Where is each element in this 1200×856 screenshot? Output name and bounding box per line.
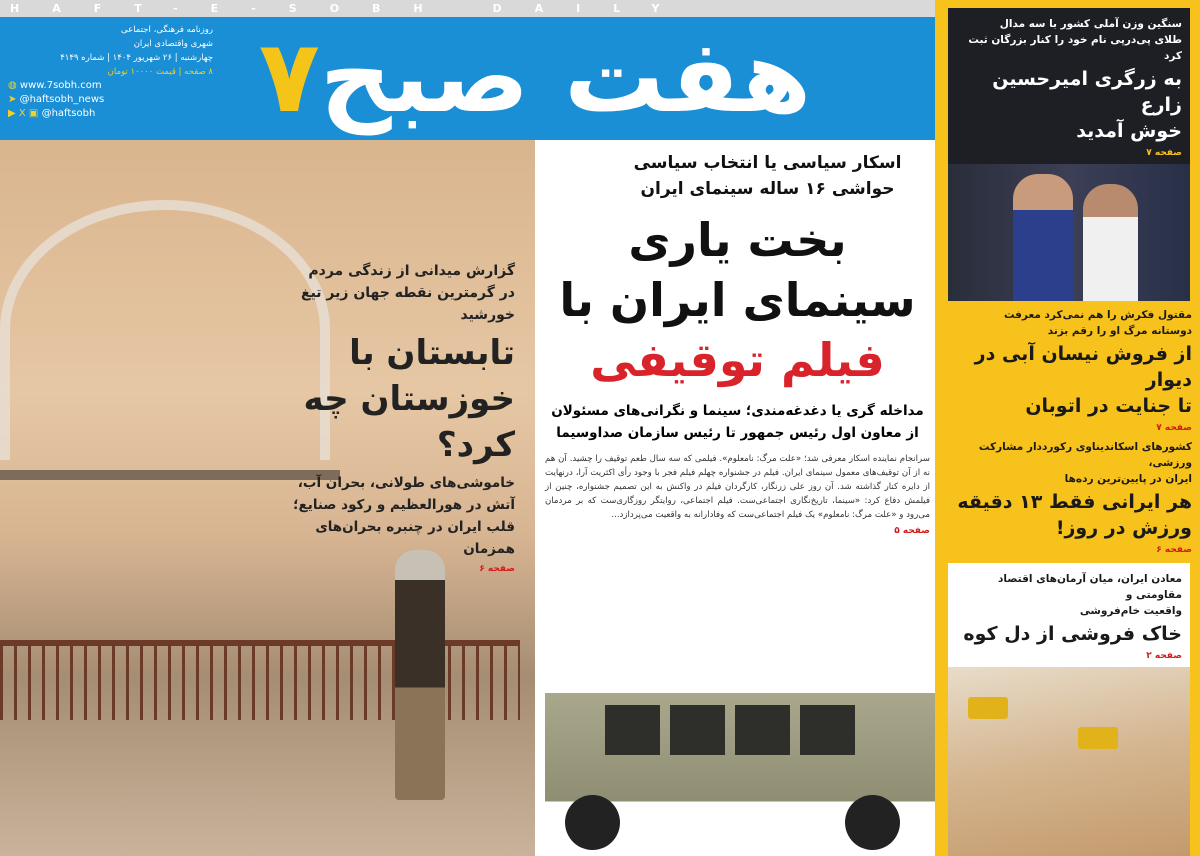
wrestler-photo: [948, 164, 1190, 301]
kicker: کشورهای اسکاندیناوی رکورددار مشارکت ورزشی، ایران در پایین‌ترین رده‌ها: [978, 441, 1192, 485]
bridge-deck: [0, 470, 340, 480]
headline: سینمای ایران با: [559, 273, 916, 327]
website-link[interactable]: www.7sobh.com: [19, 80, 102, 91]
kicker: گزارش میدانی از زندگی مردم: [308, 263, 515, 279]
headline-line: تابستان با: [349, 333, 515, 373]
telegram-icon: ➤: [8, 94, 17, 105]
sport-story[interactable]: [945, 439, 1192, 557]
headline: به زرگری امیرحسین زارع خوش آمدید: [992, 68, 1182, 142]
kicker: معادن ایران، میان آرمان‌های اقتصاد مقاومتی و واقعیت خام‌فروشی: [998, 573, 1182, 617]
kicker: سنگین وزن آملی کشور با سه مدال طلای پی‌درپی نام خود را کنار بزرگان ثبت کرد: [968, 18, 1182, 62]
pages-price: ۸ صفحه | قیمت ۱۰۰۰۰ تومان: [107, 67, 213, 77]
wrestling-story[interactable]: [948, 8, 1190, 301]
kicker: در گرمترین نقطه جهان زیر تیغ خورشید: [301, 285, 515, 323]
main-story[interactable]: [540, 150, 935, 538]
page-ref: صفحه ۵: [894, 526, 930, 536]
tagline: روزنامه فرهنگی، اجتماعی: [121, 25, 213, 35]
mine-photo: [948, 667, 1190, 856]
globe-icon: ◍: [8, 80, 17, 91]
instagram-icon: ▣: [28, 108, 39, 119]
headline: [290, 330, 515, 468]
headline: بخت یاری: [628, 213, 847, 267]
article-body: سرانجام نماینده اسکار معرفی شد؛ «علت مرگ: نامعلوم». فیلمی که سه سال طعم توقیف را چشید. آن هم نه از آن توقیف‌های معمول سینمای ایران. فیلم در جشنواره چهلم فیلم فجر با وجود رأی اکثریت آرا، درنهایت از دایره کنار گذاشته شد. آن روز علی زرنگار، کارگردان فیلم در واکنش به این تصمیم جشنواره، چنین از فیلمش دفاع کرد: «سینما، تاریخ‌نگاری اجتماعی‌ست. فیلم اجتماعی، روایتگر روزگاری‌ست که بر مردمان می‌رود و «علت مرگ: نامعلوم» یک فیلم اجتماعی‌ست که وفادارانه به واقعیت می‌پردازد...: [545, 454, 930, 520]
headline-line: خوزستان چه کرد؟: [303, 379, 515, 465]
youtube-icon: ▶: [8, 108, 16, 119]
headline: هر ایرانی فقط ۱۳ دقیقه ورزش در روز!: [957, 491, 1192, 539]
page-ref: صفحه ۶: [1156, 545, 1192, 555]
crime-story[interactable]: [945, 307, 1192, 435]
left-story[interactable]: [290, 260, 515, 576]
logo: [235, 17, 835, 140]
van-photo: [545, 675, 935, 856]
page-ref: صفحه ۷: [1146, 148, 1182, 158]
x-icon: X: [15, 108, 29, 119]
masthead-info: [8, 23, 213, 121]
logo-numeral: ۷: [258, 18, 320, 135]
date-issue: چهارشنبه | ۲۶ شهریور ۱۴۰۴ | شماره ۴۱۴۹: [60, 53, 213, 63]
headline-red: فیلم توقیفی: [590, 333, 885, 387]
page-ref: صفحه ۶: [479, 564, 515, 574]
kicker: اسکار سیاسی یا انتخاب سیاسی: [633, 153, 902, 173]
page-ref: صفحه ۷: [1156, 423, 1192, 433]
telegram-handle[interactable]: @haftsobh_news: [19, 94, 105, 105]
right-column: [935, 0, 1200, 856]
subhead: خاموشی‌های طولانی، بحران آب،: [297, 475, 515, 491]
walking-man: [395, 550, 445, 800]
headline: از فروش نیسان آبی در دیوار تا جنایت در اتوبان: [974, 343, 1192, 417]
mining-story[interactable]: [948, 563, 1190, 856]
subhead: مداخله گری یا دغدغه‌مندی؛ سینما و نگرانی‌های مسئولان: [551, 403, 924, 419]
tagline: شهری واقتصادی ایران: [133, 39, 213, 49]
kicker: حواشی ۱۶ ساله سینمای ایران: [640, 179, 895, 199]
subhead: از معاون اول رئیس جمهور تا رئیس سازمان صداوسیما: [556, 425, 919, 441]
subhead: قلب ایران در چنبره بحران‌های همزمان: [315, 519, 515, 557]
subhead: آتش در هورالعظیم و رکود صنایع؛: [293, 497, 515, 513]
logo-text: هفت صبح: [319, 18, 812, 135]
headline: خاک فروشی از دل کوه: [963, 623, 1182, 645]
masthead: [0, 17, 935, 140]
bridge-arch: [0, 200, 330, 460]
right-stories: [935, 301, 1200, 563]
masthead-banner: HAFT-E-SOBH DAILY: [0, 0, 935, 17]
kicker: مقتول فکرش را هم نمی‌کرد معرفت دوستانه مرگ او را رقم بزند: [1003, 309, 1192, 337]
social-handle[interactable]: @haftsobh: [41, 108, 96, 119]
page-ref: صفحه ۲: [1146, 651, 1182, 661]
